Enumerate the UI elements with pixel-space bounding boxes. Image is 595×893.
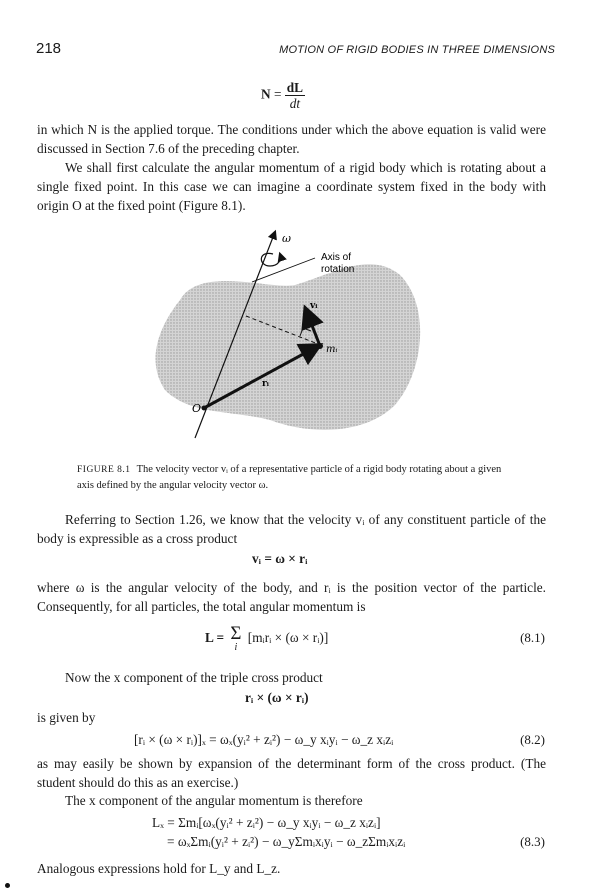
paragraph-7: as may easily be shown by expansion of the determinant form of the cross product. (The student should do this as an exercise.): [37, 756, 546, 790]
sigma-symbol: Σ: [230, 623, 242, 644]
running-title: MOTION OF RIGID BODIES IN THREE DIMENSIONS: [279, 44, 555, 56]
equation-Lx-line1: Lₓ = Σmᵢ[ωₓ(yᵢ² + zᵢ²) − ω_y xᵢyᵢ − ω_z xᵢzᵢ]: [152, 815, 381, 830]
paragraph-8: The x component of the angular momentum is therefore: [65, 793, 363, 808]
paragraph-6: is given by: [37, 710, 96, 725]
paragraph-5: Now the x component of the triple cross product: [65, 670, 323, 685]
origin-point: [202, 406, 207, 411]
paragraph-3: Referring to Section 1.26, we know that the velocity vᵢ of any constituent particle of the body is expressible as a cross product: [37, 512, 546, 546]
fraction: [285, 80, 305, 111]
axis-label-line1: Axis of: [321, 252, 352, 263]
caption-label: FIGURE 8.1: [77, 465, 131, 475]
torque-symbol: N: [261, 86, 271, 102]
fraction-denominator: dt: [289, 96, 301, 111]
paragraph-2: We shall first calculate the angular momentum of a rigid body which is rotating about a single fixed point. In this case we can imagine a coordinate system fixed in the body with origin O at the fixed point (Figure 8.1).: [37, 160, 546, 213]
ri-label: rᵢ: [262, 379, 269, 389]
equation-x-component: [rᵢ × (ω × rᵢ)]ₓ = ωₓ(yᵢ² + zᵢ²) − ω_y xᵢyᵢ − ω_z xᵢzᵢ: [134, 732, 394, 747]
caption-text: The velocity vector vᵢ of a representative particle of a rigid body rotating about a given axis defined by the angular velocity vector ω.: [77, 464, 502, 491]
equation-velocity: vᵢ = ω × rᵢ: [252, 551, 308, 566]
vi-label: vᵢ: [310, 301, 318, 311]
equation-number-8-1: (8.1): [520, 630, 545, 645]
L-rhs: [mᵢrᵢ × (ω × rᵢ)]: [247, 630, 329, 646]
equation-angular-momentum: [205, 625, 328, 653]
figure-caption: [77, 462, 517, 493]
equation-number-8-2: (8.2): [520, 732, 545, 747]
equation-triple-product: rᵢ × (ω × rᵢ): [245, 690, 309, 705]
particle-mi: [317, 343, 323, 349]
fraction-numerator: dL: [286, 80, 304, 95]
paragraph-1: in which N is the applied torque. The conditions under which the above equation is valid were discussed in Section 7.6 of the preceding chapter.: [37, 122, 546, 156]
equation-number-8-3: (8.3): [520, 834, 545, 849]
equation-Lx-line2: = ωₓΣmᵢ(yᵢ² + zᵢ²) − ω_yΣmᵢxᵢyᵢ − ω_zΣmᵢxᵢzᵢ: [167, 834, 406, 849]
omega-label: ω: [282, 232, 291, 245]
figure-rigid-body: [140, 220, 440, 445]
equation-torque: N = $\frac{dL}{dt}$: [261, 80, 304, 111]
paragraph-9: Analogous expressions hold for L_y and L_z.: [37, 861, 281, 876]
summation: [230, 625, 241, 653]
sigma-index: i: [234, 642, 238, 653]
page-mark-dot: [5, 883, 10, 888]
page-number: 218: [36, 40, 62, 57]
axis-label-line2: rotation: [321, 264, 355, 275]
mi-label: mᵢ: [326, 344, 338, 355]
paragraph-4: where ω is the angular velocity of the body, and rᵢ is the position vector of the particle. Consequently, for all particles, the total angular momentum is: [37, 580, 546, 614]
L-lhs: L =: [205, 630, 225, 646]
origin-label: O: [192, 402, 202, 415]
